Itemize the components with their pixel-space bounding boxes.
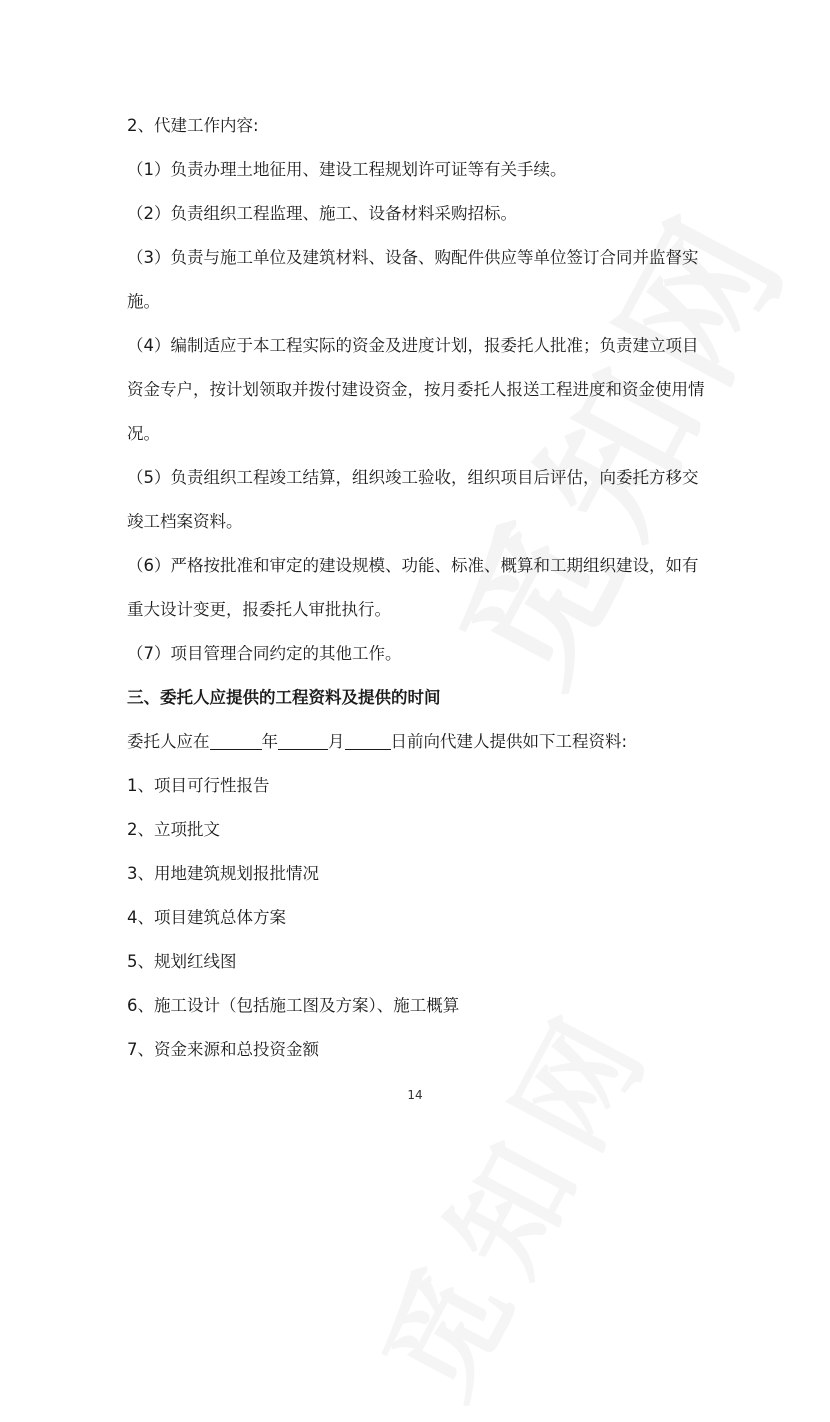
material-item: 7、资金来源和总投资金额 xyxy=(127,1040,319,1059)
work-item-line: 况。 xyxy=(127,424,160,443)
work-item-line: 竣工档案资料。 xyxy=(127,512,243,531)
work-item-line: （7）项目管理合同约定的其他工作。 xyxy=(127,644,402,663)
page-number: 14 xyxy=(407,1088,423,1102)
year-blank[interactable] xyxy=(210,731,262,750)
provision-month: 月 xyxy=(328,732,345,751)
material-item: 6、施工设计（包括施工图及方案）、施工概算 xyxy=(127,996,460,1015)
work-item-line: （6）严格按批准和审定的建设规模、功能、标准、概算和工期组织建设，如有 xyxy=(127,556,699,575)
work-item-line: 资金专户，按计划领取并拨付建设资金，按月委托人报送工程进度和资金使用情 xyxy=(127,380,705,399)
section-3-heading: 三、委托人应提供的工程资料及提供的时间 xyxy=(127,688,441,707)
document-body xyxy=(127,104,707,1072)
month-blank[interactable] xyxy=(278,731,328,750)
material-item: 5、规划红线图 xyxy=(127,952,237,971)
material-item: 4、项目建筑总体方案 xyxy=(127,908,286,927)
work-item-line: （4）编制适应于本工程实际的资金及进度计划，报委托人批准；负责建立项目 xyxy=(127,336,699,355)
work-item-line: （1）负责办理土地征用、建设工程规划许可证等有关手续。 xyxy=(127,160,567,179)
day-blank[interactable] xyxy=(345,731,391,750)
provision-prefix: 委托人应在 xyxy=(127,732,210,751)
work-item-line: 重大设计变更，报委托人审批执行。 xyxy=(127,600,391,619)
section-2-title: 2、代建工作内容: xyxy=(127,116,259,135)
provision-suffix: 日前向代建人提供如下工程资料: xyxy=(390,732,628,751)
material-item: 2、立项批文 xyxy=(127,820,220,839)
materials-list xyxy=(127,764,707,1072)
work-item-line: （5）负责组织工程竣工结算，组织竣工验收，组织项目后评估，向委托方移交 xyxy=(127,468,699,487)
material-item: 3、用地建筑规划报批情况 xyxy=(127,864,319,883)
work-items-list xyxy=(127,148,707,676)
work-item-line: 施。 xyxy=(127,292,160,311)
work-item-line: （3）负责与施工单位及建筑材料、设备、购配件供应等单位签订合同并监督实 xyxy=(127,248,699,267)
work-item-line: （2）负责组织工程监理、施工、设备材料采购招标。 xyxy=(127,204,517,223)
provision-line xyxy=(127,720,707,764)
material-item: 1、项目可行性报告 xyxy=(127,776,270,795)
provision-year: 年 xyxy=(261,732,278,751)
